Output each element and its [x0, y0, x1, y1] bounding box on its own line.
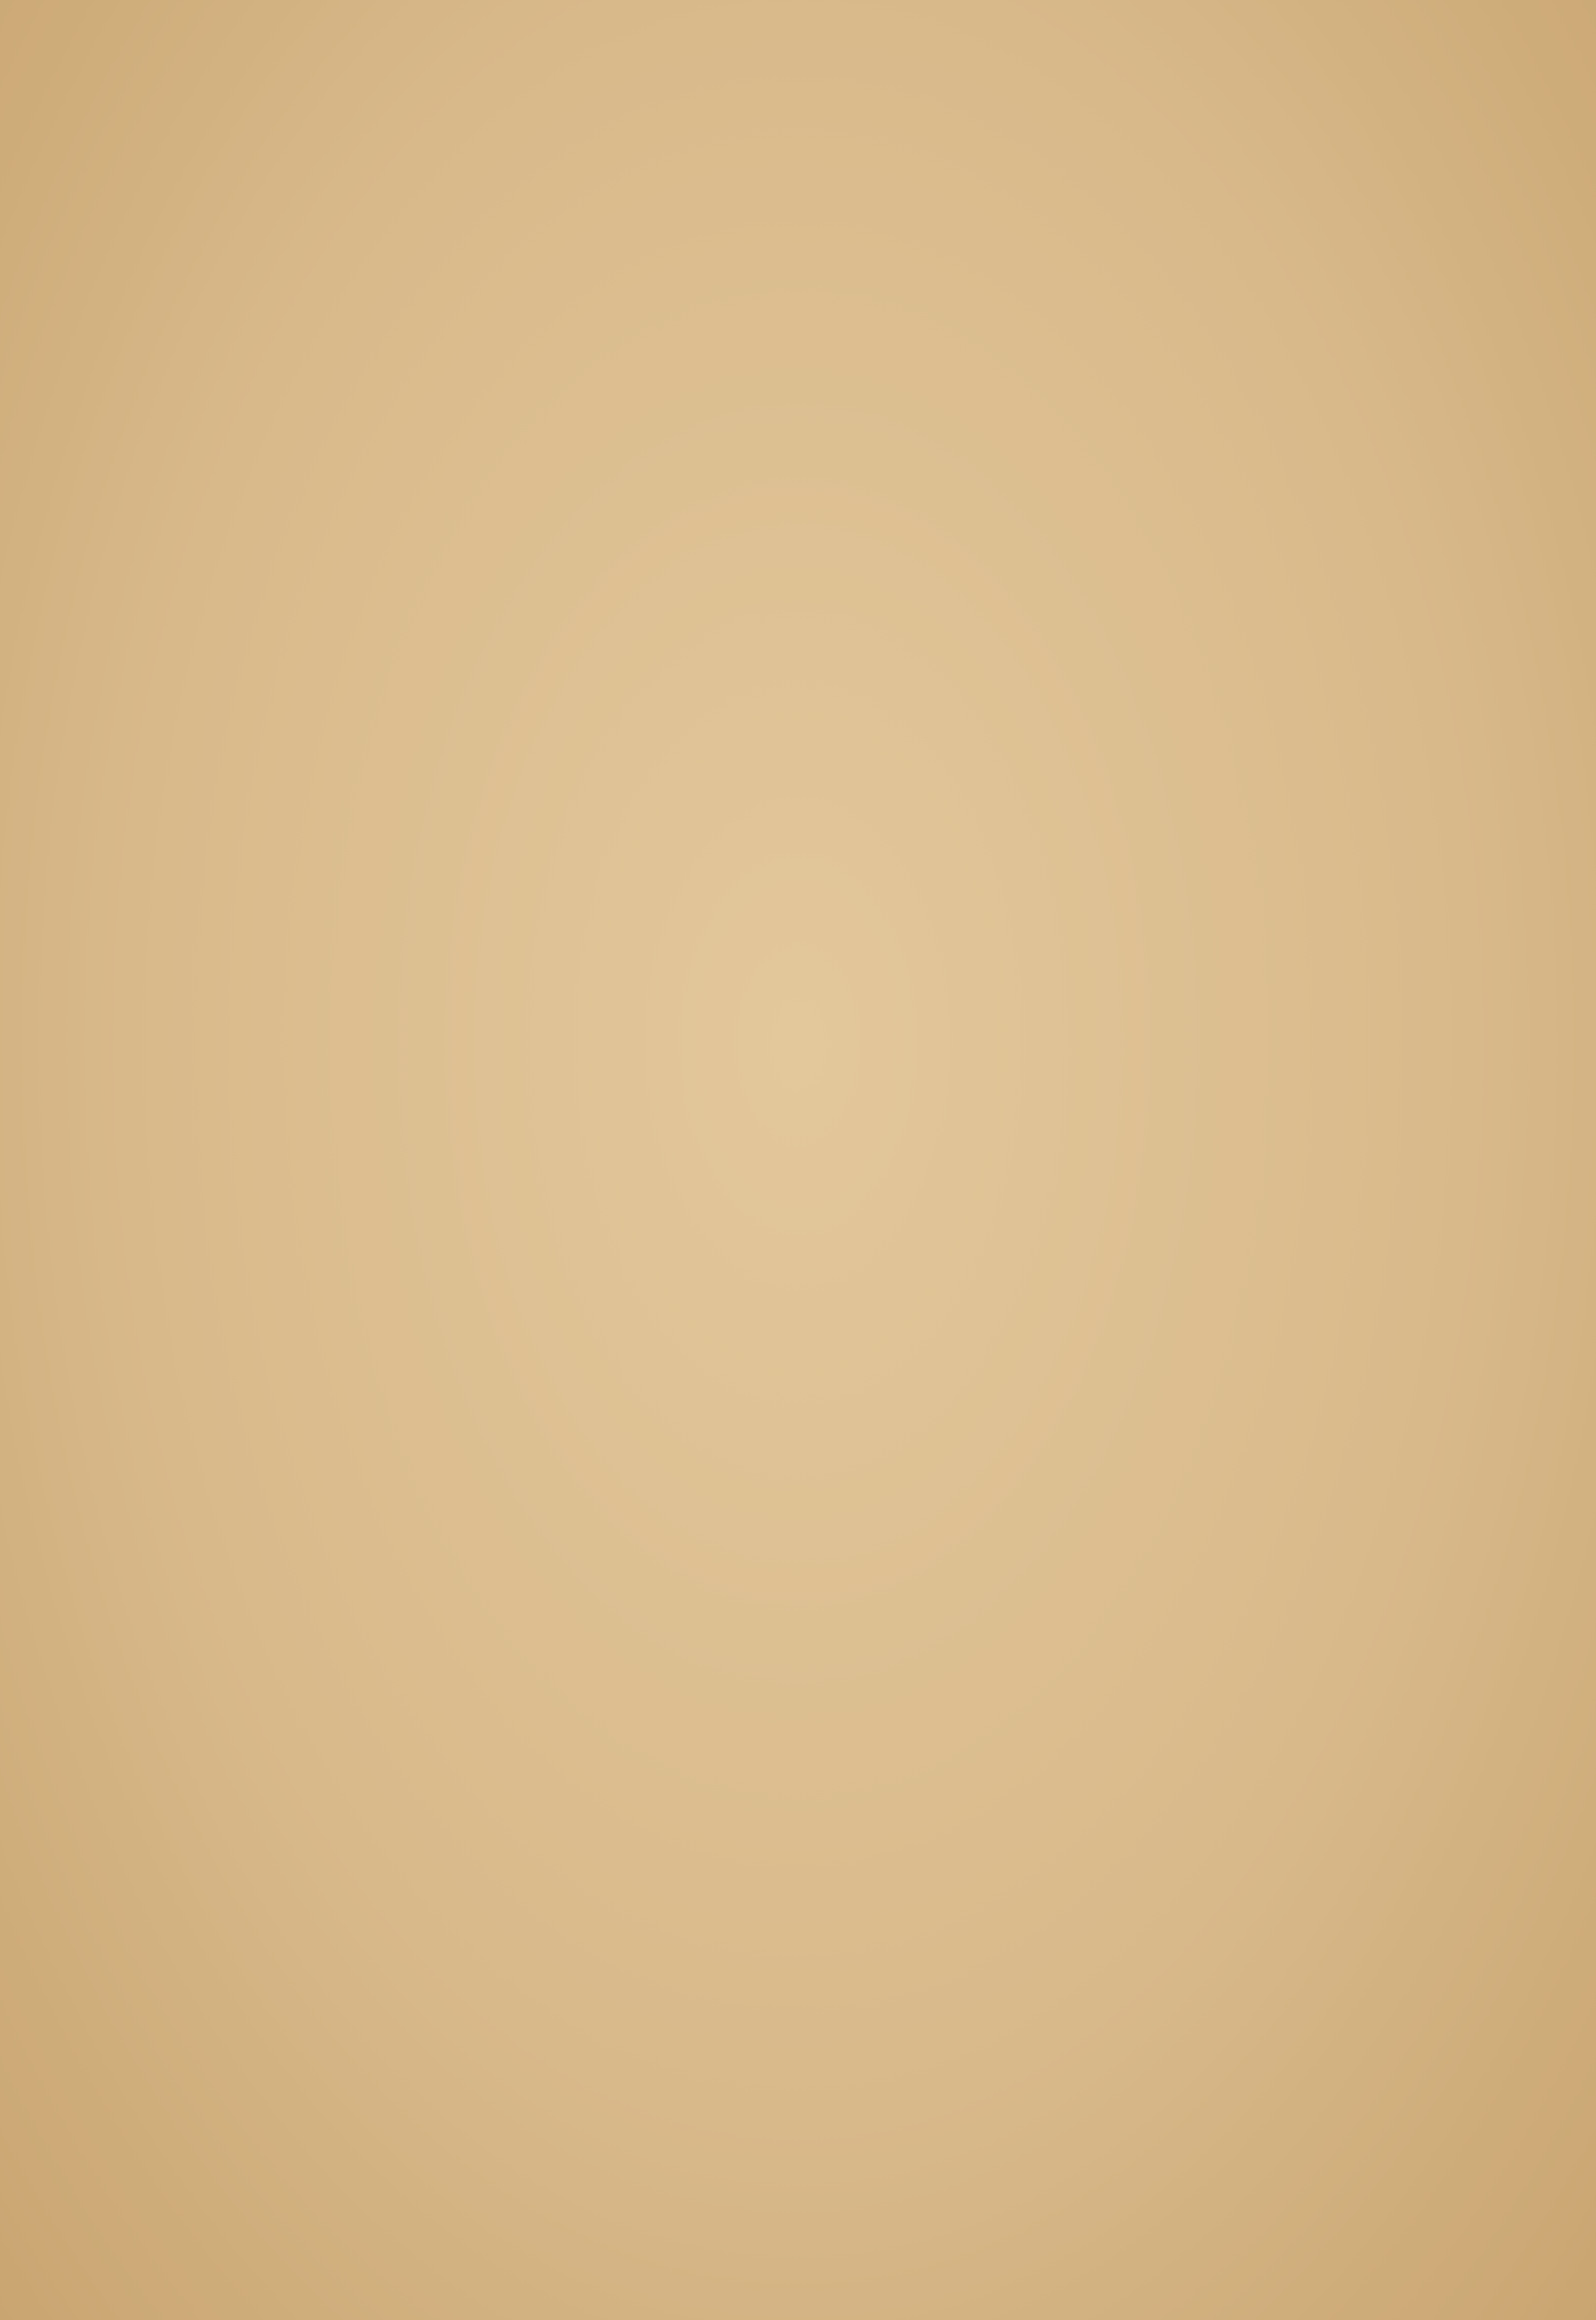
- verse-line: [206, 1035, 1439, 1086]
- music-staff-3: [169, 1161, 1443, 1322]
- verse-line: [206, 1346, 1439, 1397]
- verse-block-2: [206, 883, 1439, 1137]
- verse-line: [206, 1448, 1439, 1499]
- verse-block-1: [206, 443, 1439, 697]
- verse-line: [206, 494, 1439, 545]
- verse-block-3: [206, 1346, 1439, 1600]
- verse-line: [206, 1086, 1439, 1137]
- verse-line: [206, 596, 1439, 647]
- verse-line: [206, 1790, 1439, 1840]
- verse-block-4: [206, 1790, 1439, 2044]
- music-staff-2: [169, 709, 1443, 871]
- verse-line: [206, 1499, 1439, 1549]
- verse-line: [206, 647, 1439, 697]
- verse-line: [206, 1993, 1439, 2044]
- music-staff-4: [169, 1616, 1443, 1777]
- music-staff-1: [169, 266, 1443, 427]
- verse-line: [206, 1397, 1439, 1448]
- verse-line: [206, 1549, 1439, 1600]
- verse-line: [206, 984, 1439, 1035]
- verse-line: [206, 1891, 1439, 1942]
- verse-line: [206, 1840, 1439, 1891]
- verse-line: [206, 1942, 1439, 1993]
- verse-line: [206, 933, 1439, 984]
- verse-line: [206, 883, 1439, 933]
- verse-line: [206, 545, 1439, 596]
- verse-line: [206, 443, 1439, 494]
